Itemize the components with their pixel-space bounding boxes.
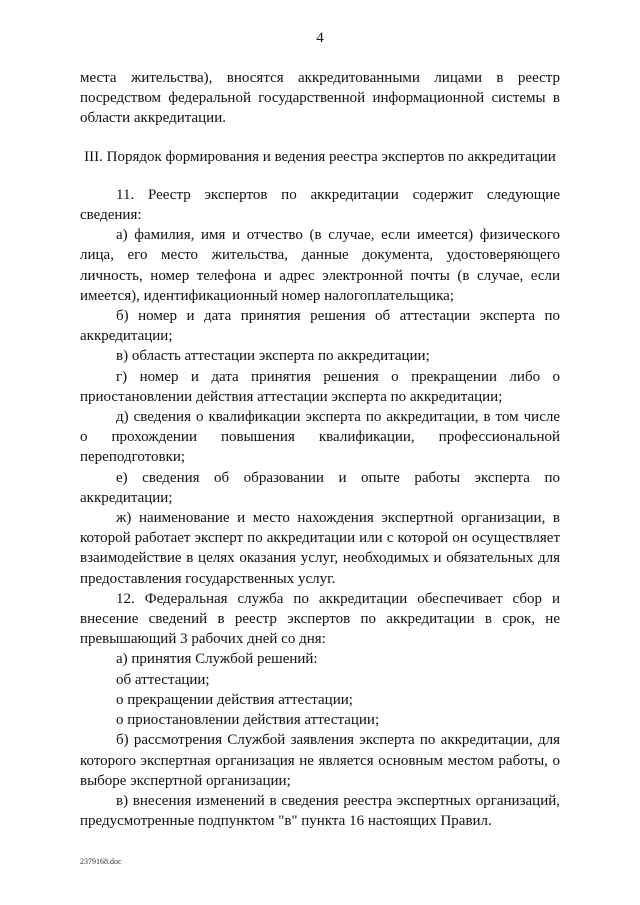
item-12-b: б) рассмотрения Службой заявления эксперта по аккредитации, для которого экспертная организация не является основным местом работы, о выборе экспертной организации; xyxy=(80,732,560,789)
item-v: в) область аттестации эксперта по аккредитации; xyxy=(116,348,430,365)
paragraph-11: 11. Реестр экспертов по аккредитации содержит следующие сведения: xyxy=(80,186,560,224)
item-12-a-3: о приостановлении действия аттестации; xyxy=(116,712,380,729)
item-a: а) фамилия, имя и отчество (в случае, если имеется) физического лица, его место жительства, данные документа, удостоверяющего личность, номер телефона и адрес электронной почты (в случае, если имеется), идентификационный номер налогоплательщика; xyxy=(80,227,560,304)
document-body xyxy=(80,68,560,831)
intro-paragraph: места жительства), вносятся аккредитованными лицами в реестр посредством федеральной государственной информационной системы в области аккредитации. xyxy=(80,70,560,127)
item-12-a-2: о прекращении действия аттестации; xyxy=(116,691,353,708)
item-12-v: в) внесения изменений в сведения реестра экспертных организаций, предусмотренные подпунктом "в" пункта 16 настоящих Правил. xyxy=(80,792,560,830)
section-title: III. Порядок формирования и ведения реестра экспертов по аккредитации xyxy=(84,148,556,165)
item-zh: ж) наименование и место нахождения экспертной организации, в которой работает эксперт по аккредитации или с которой он осуществляет взаимодействие в целях оказания услуг, необходимых и обязательных для предоставления государственных услуг. xyxy=(80,510,560,587)
item-b: б) номер и дата принятия решения об аттестации эксперта по аккредитации; xyxy=(80,308,560,345)
paragraph-12: 12. Федеральная служба по аккредитации обеспечивает сбор и внесение сведений в реестр экспертов по аккредитации в срок, не превышающий 3 рабочих дней со дня: xyxy=(80,590,560,648)
item-12-a-1: об аттестации; xyxy=(116,671,210,688)
item-g: г) номер и дата принятия решения о прекращении либо о приостановлении действия аттестации эксперта по аккредитации; xyxy=(80,368,560,405)
item-d: д) сведения о квалификации эксперта по аккредитации, в том числе о прохождении повышения квалификации, профессиональной переподготовки; xyxy=(80,409,560,466)
item-12-a: а) принятия Службой решений: xyxy=(116,651,318,668)
page-number: 4 xyxy=(316,30,324,46)
item-e: е) сведения об образовании и опыте работы эксперта по аккредитации; xyxy=(80,469,560,506)
file-name-footer: 2379168.doc xyxy=(80,857,122,866)
